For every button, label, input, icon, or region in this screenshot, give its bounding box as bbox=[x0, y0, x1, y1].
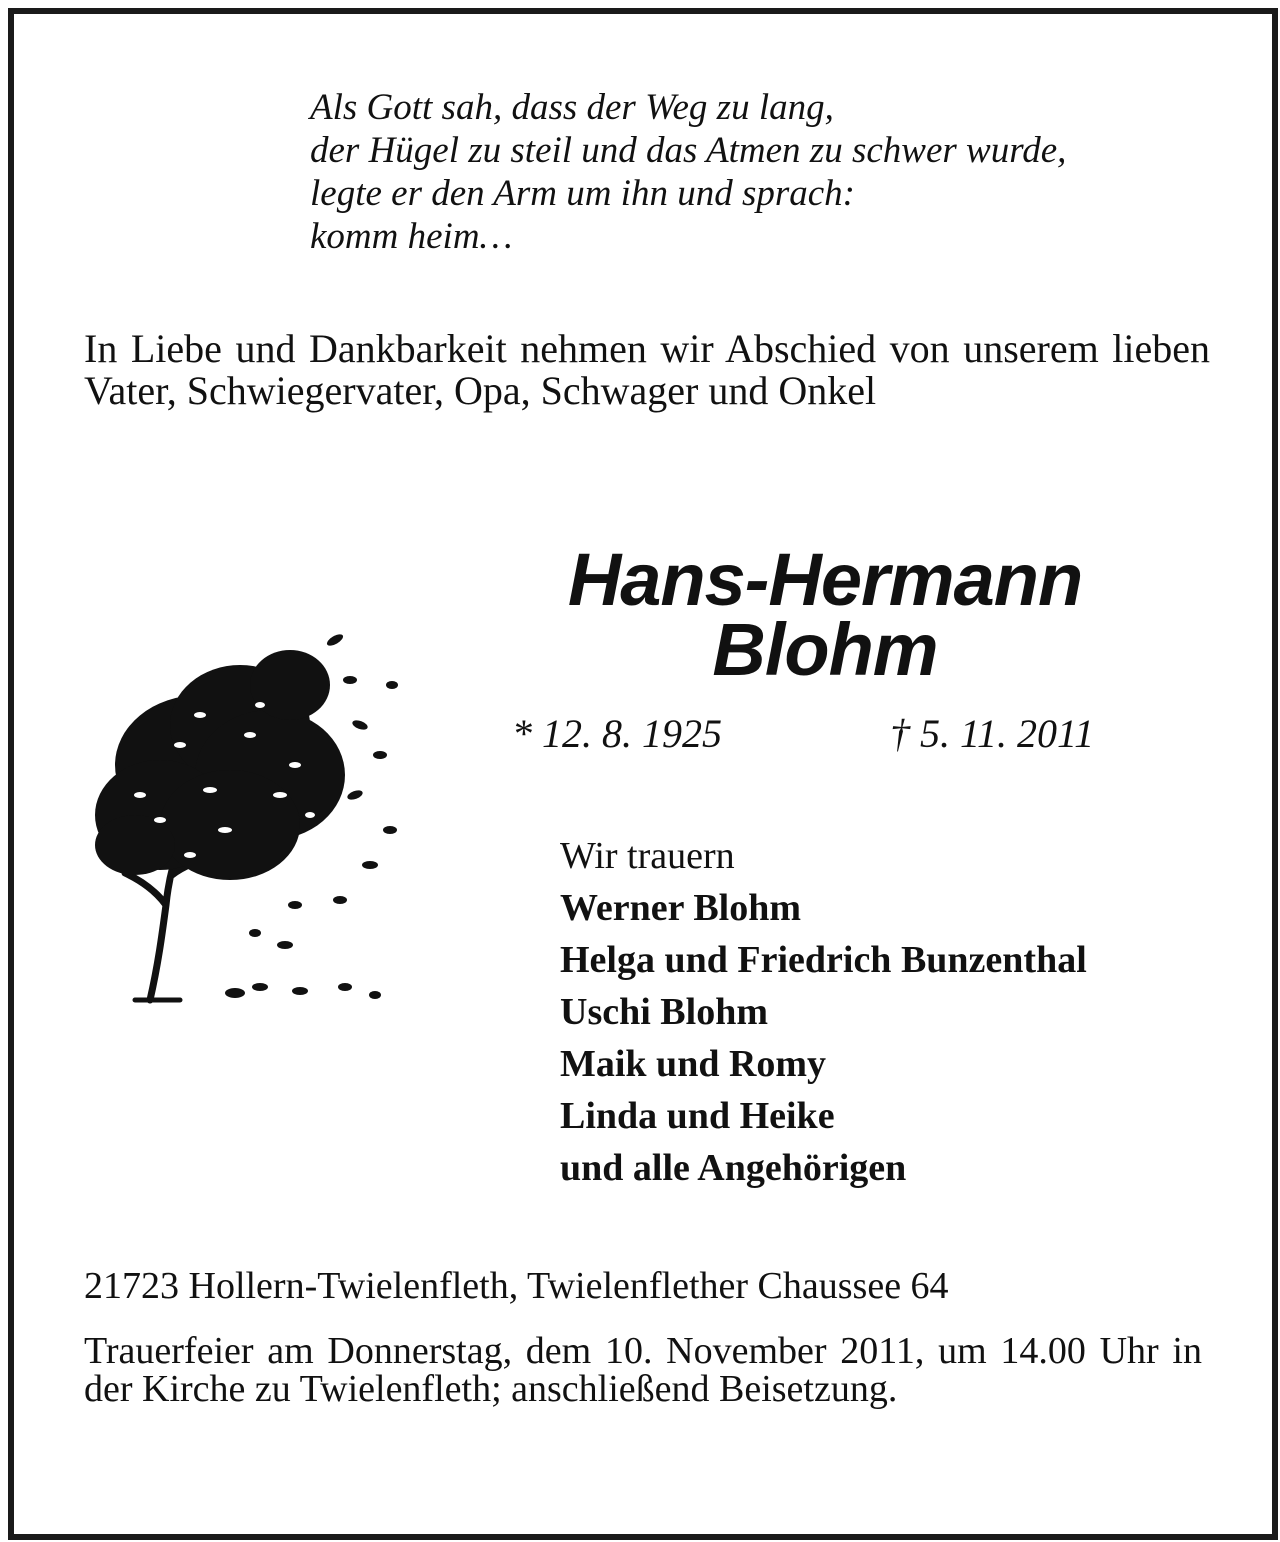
last-name: Blohm bbox=[712, 608, 938, 691]
service-info: Trauerfeier am Donnerstag, dem 10. November 2011, um 14.00 Uhr in der Kirche zu Twielenfleth; anschließend Beisetzung. bbox=[84, 1330, 1202, 1410]
mourner-name: Werner Blohm bbox=[560, 887, 802, 929]
deceased-name bbox=[480, 538, 1170, 691]
death-date: † 5. 11. 2011 bbox=[890, 711, 1095, 756]
first-name: Hans-Hermann bbox=[567, 538, 1083, 621]
poem-line: Als Gott sah, dass der Weg zu lang, bbox=[310, 87, 834, 128]
intro-text: In Liebe und Dankbarkeit nehmen wir Abschied von unserem lieben Vater, Schwiegervater, Opa, Schwager und Onkel bbox=[84, 326, 1210, 413]
poem-line: legte er den Arm um ihn und sprach: bbox=[310, 173, 855, 214]
mourner-name: Uschi Blohm bbox=[560, 991, 768, 1033]
poem-line: der Hügel zu steil und das Atmen zu schwer wurde, bbox=[310, 130, 1067, 171]
address: 21723 Hollern-Twielenfleth, Twielenflether Chaussee 64 bbox=[84, 1265, 949, 1307]
mourner-name: Helga und Friedrich Bunzenthal bbox=[560, 939, 1087, 981]
mourners-lead: Wir trauern bbox=[560, 835, 735, 877]
windblown-tree-icon bbox=[80, 615, 410, 1015]
birth-date: * 12. 8. 1925 bbox=[512, 711, 722, 756]
poem bbox=[310, 86, 1066, 258]
mourner-name: und alle Angehörigen bbox=[560, 1147, 907, 1189]
poem-line: komm heim… bbox=[310, 216, 513, 257]
mourners-list bbox=[560, 830, 1087, 1194]
mourner-name: Maik und Romy bbox=[560, 1043, 827, 1085]
mourner-name: Linda und Heike bbox=[560, 1095, 835, 1137]
